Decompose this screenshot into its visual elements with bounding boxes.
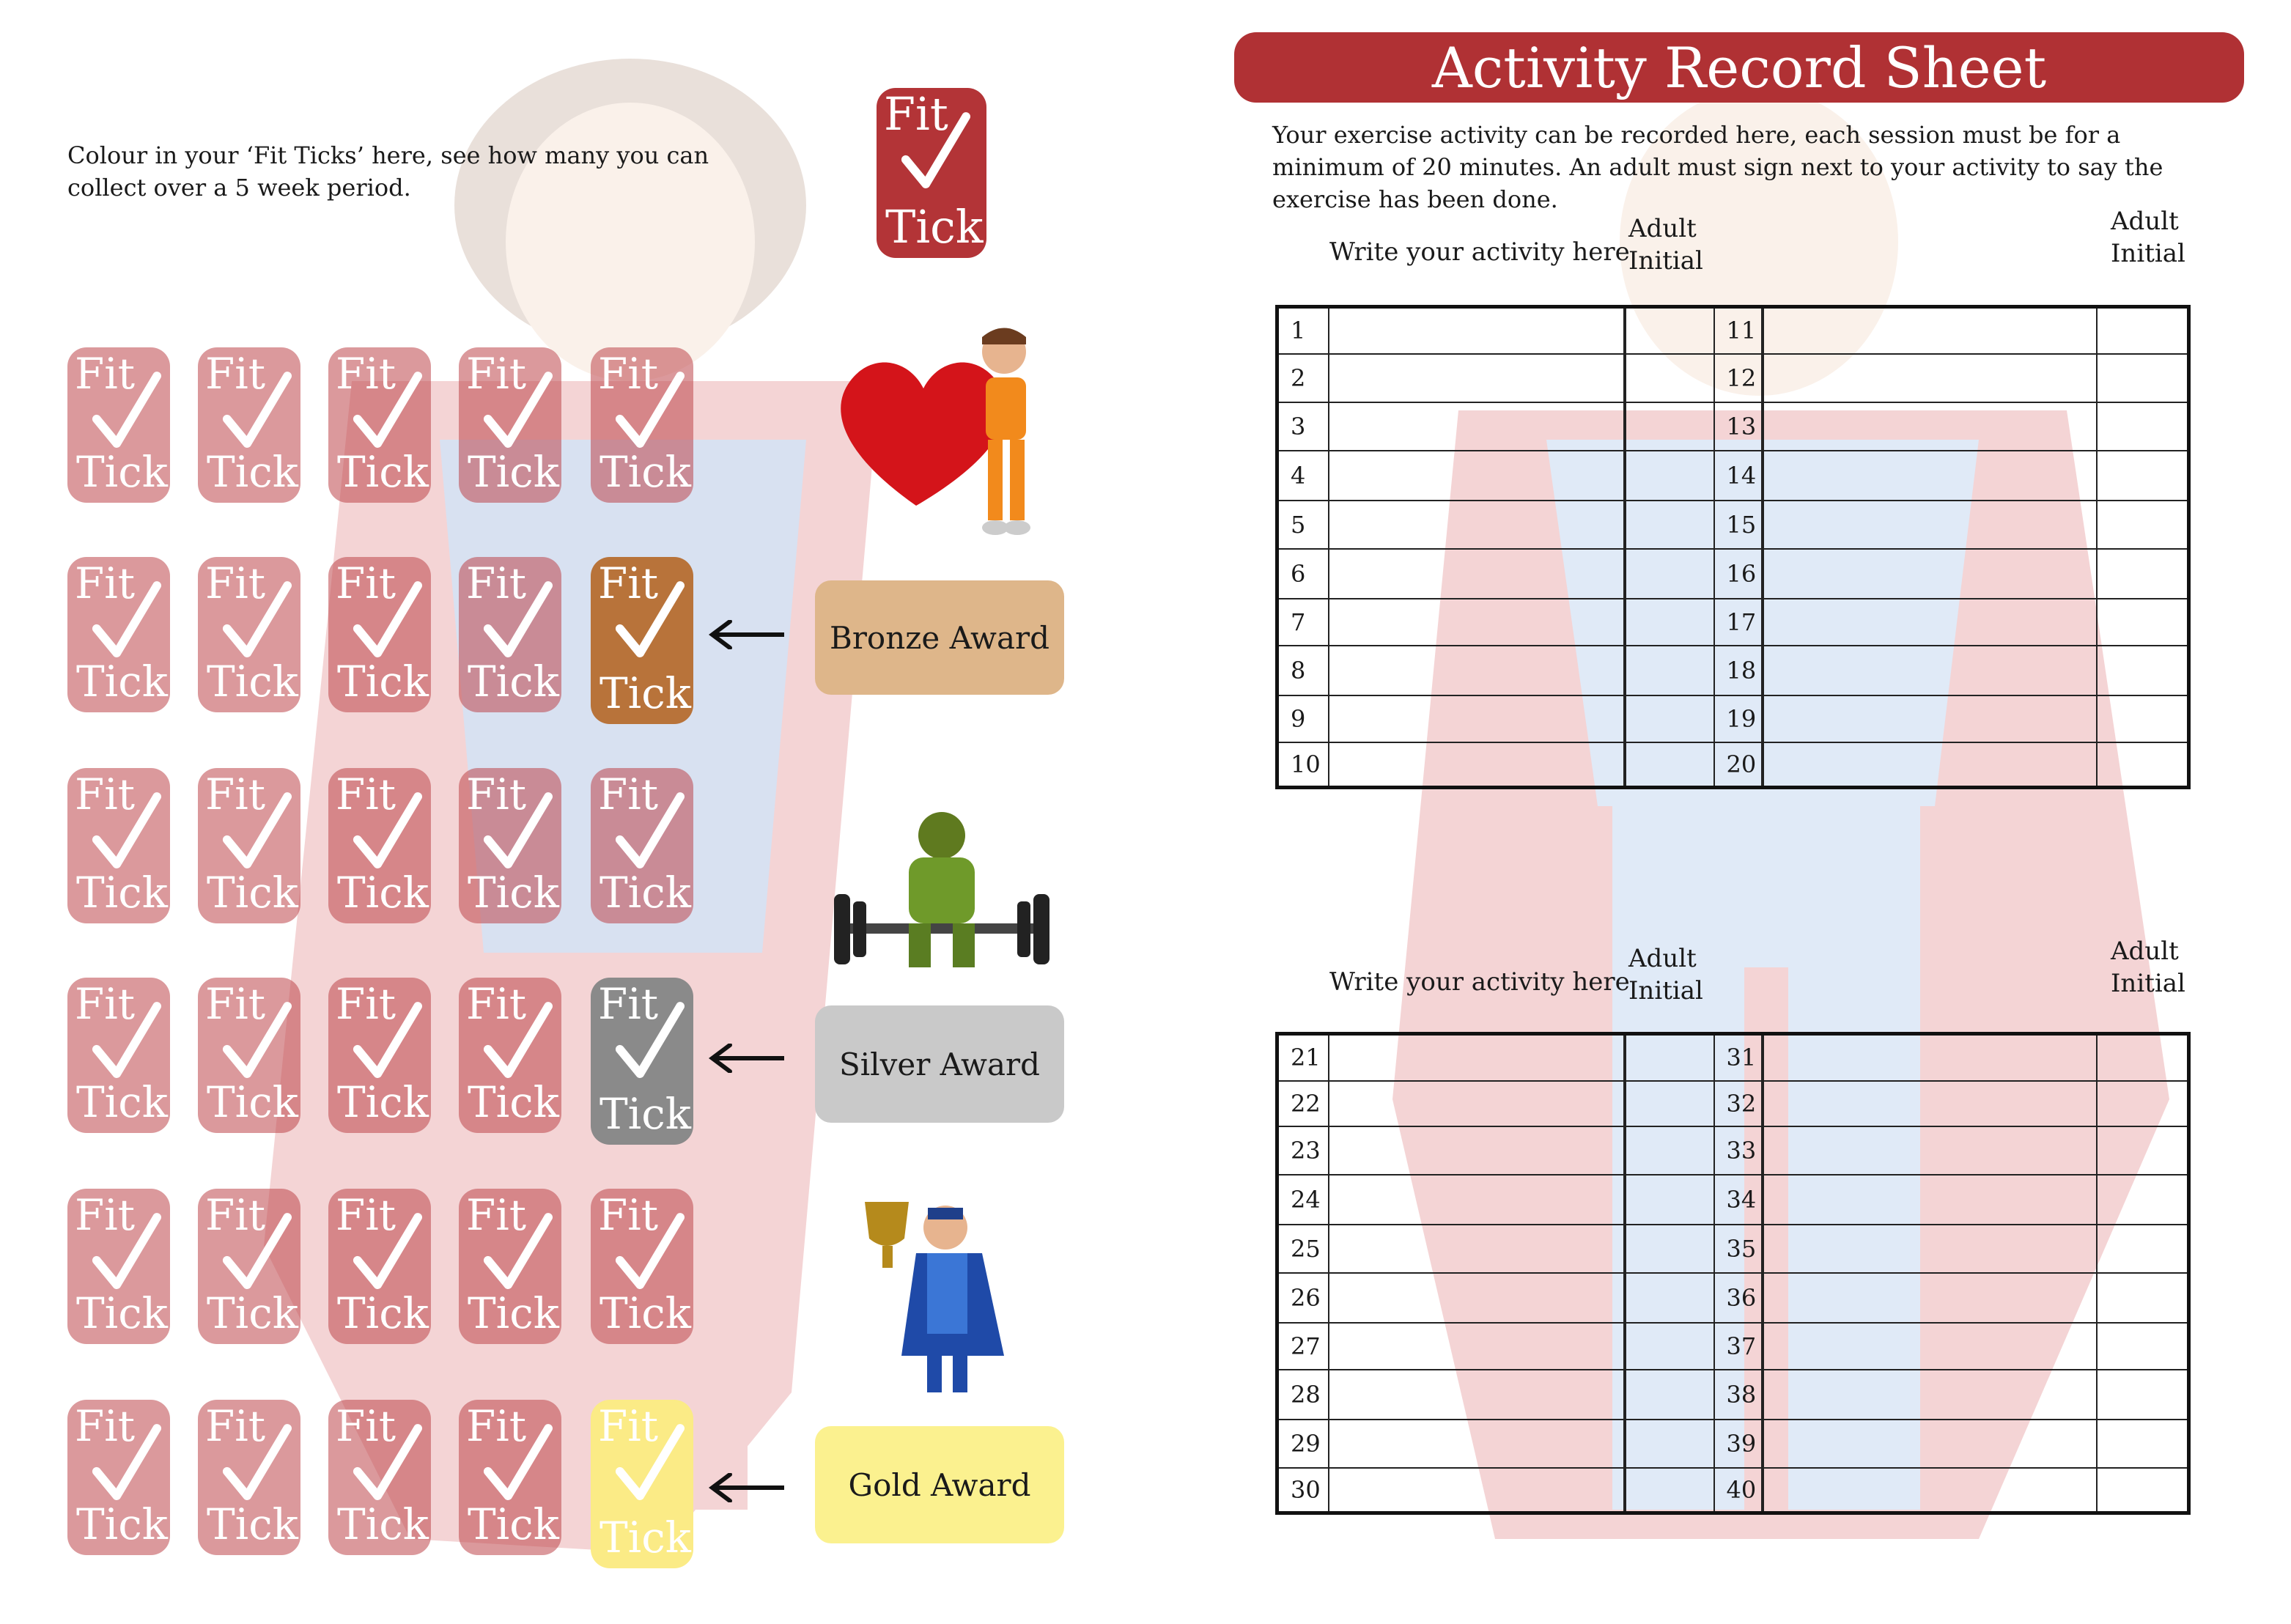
- check-icon: [899, 108, 970, 196]
- tile-tick-label: Tick: [207, 447, 298, 497]
- check-icon: [613, 998, 685, 1086]
- table-row: [1277, 695, 2189, 742]
- activity-cell[interactable]: [1763, 307, 2097, 354]
- activity-cell[interactable]: [1329, 1370, 1625, 1420]
- tile-tick-label: Tick: [600, 447, 691, 497]
- check-icon: [220, 577, 292, 665]
- tile-fit-label: Fit: [205, 1190, 266, 1240]
- check-icon: [350, 1209, 422, 1297]
- row-number: 29: [1277, 1420, 1329, 1468]
- adult-initial-cell[interactable]: [1625, 354, 1714, 402]
- fit-tick-tile[interactable]: [328, 1189, 431, 1344]
- tile-tick-label: Tick: [76, 868, 168, 918]
- check-icon: [481, 1420, 553, 1508]
- adult-initial-cell[interactable]: [2097, 501, 2189, 549]
- activity-table-2: [1275, 1032, 2191, 1515]
- row-number: 30: [1277, 1468, 1329, 1513]
- gold-arrow-icon: [708, 1473, 784, 1502]
- activity-cell[interactable]: [1763, 1175, 2097, 1225]
- instructions-text: Colour in your ‘Fit Ticks’ here, see how many you can collect over a 5 week period.: [67, 141, 709, 202]
- activity-cell[interactable]: [1763, 354, 2097, 402]
- check-icon: [613, 789, 685, 876]
- row-number: 1: [1277, 307, 1329, 354]
- activity-cell[interactable]: [1763, 1323, 2097, 1370]
- row-number: 5: [1277, 501, 1329, 549]
- activity-cell[interactable]: [1329, 1126, 1625, 1175]
- table-row: [1277, 501, 2189, 549]
- table-row: [1277, 549, 2189, 599]
- tile-fit-label: Fit: [598, 979, 659, 1029]
- tile-fit-label: Fit: [466, 769, 527, 819]
- tile-fit-label: Fit: [336, 769, 396, 819]
- adult-initial-header-2-right: Adult Initial: [2111, 937, 2185, 998]
- activity-cell[interactable]: [1763, 599, 2097, 646]
- activity-cell[interactable]: [1329, 695, 1625, 742]
- tile-fit-label: Fit: [466, 349, 527, 399]
- fit-tick-tile[interactable]: [591, 557, 693, 724]
- tile-fit-label: Fit: [75, 558, 136, 608]
- activity-cell[interactable]: [1329, 1420, 1625, 1468]
- tile-fit-label: Fit: [75, 1401, 136, 1451]
- adult-initial-header-right: Adult Initial: [2111, 207, 2185, 268]
- row-number: 7: [1277, 599, 1329, 646]
- row-number: 14: [1714, 451, 1763, 501]
- fit-tick-tile[interactable]: [198, 347, 300, 503]
- adult-initial-cell[interactable]: [1625, 646, 1714, 695]
- tile-fit-label: Fit: [336, 1401, 396, 1451]
- activity-cell[interactable]: [1329, 599, 1625, 646]
- table-row: [1277, 451, 2189, 501]
- row-number: 36: [1714, 1273, 1763, 1323]
- tile-tick-label: Tick: [207, 657, 298, 706]
- adult-initial-cell[interactable]: [2097, 549, 2189, 599]
- row-number: 38: [1714, 1370, 1763, 1420]
- check-icon: [89, 998, 161, 1086]
- table-row: [1277, 646, 2189, 695]
- adult-initial-cell[interactable]: [1625, 1323, 1714, 1370]
- activity-cell[interactable]: [1763, 646, 2097, 695]
- adult-initial-cell[interactable]: [1625, 402, 1714, 451]
- tile-tick-label: Tick: [468, 657, 559, 706]
- fit-tick-tile[interactable]: [591, 1189, 693, 1344]
- activity-cell[interactable]: [1329, 307, 1625, 354]
- activity-cell[interactable]: [1763, 742, 2097, 788]
- table-row: [1277, 1273, 2189, 1323]
- check-icon: [89, 1420, 161, 1508]
- check-icon: [481, 1209, 553, 1297]
- tile-fit-label: Fit: [75, 979, 136, 1029]
- check-icon: [481, 577, 553, 665]
- tile-tick-label: Tick: [337, 1499, 429, 1549]
- tile-fit-label: Fit: [598, 769, 659, 819]
- row-number: 31: [1714, 1034, 1763, 1081]
- tile-tick-label: Tick: [76, 1077, 168, 1127]
- adult-initial-cell[interactable]: [2097, 1081, 2189, 1126]
- tile-tick-label: Tick: [207, 1077, 298, 1127]
- bronze-award-box: Bronze Award: [815, 580, 1064, 695]
- tile-tick-label: Tick: [600, 1089, 691, 1139]
- row-number: 19: [1714, 695, 1763, 742]
- row-number: 32: [1714, 1081, 1763, 1126]
- adult-initial-cell[interactable]: [2097, 1126, 2189, 1175]
- activity-cell[interactable]: [1763, 402, 2097, 451]
- adult-initial-cell[interactable]: [1625, 307, 1714, 354]
- activity-cell[interactable]: [1329, 451, 1625, 501]
- row-number: 25: [1277, 1225, 1329, 1273]
- check-icon: [613, 577, 685, 665]
- check-icon: [613, 1209, 685, 1297]
- adult-initial-cell[interactable]: [1625, 549, 1714, 599]
- check-icon: [350, 998, 422, 1086]
- activity-cell[interactable]: [1329, 549, 1625, 599]
- row-number: 17: [1714, 599, 1763, 646]
- table-row: [1277, 1420, 2189, 1468]
- row-number: 12: [1714, 354, 1763, 402]
- activity-cell[interactable]: [1763, 451, 2097, 501]
- row-number: 8: [1277, 646, 1329, 695]
- tile-tick-label: Tick: [468, 1288, 559, 1338]
- tile-tick-label: Tick: [76, 1288, 168, 1338]
- badge-tick-label: Tick: [885, 200, 984, 254]
- table-row: [1277, 1126, 2189, 1175]
- fit-tick-tile[interactable]: [459, 768, 561, 923]
- trophy-hero-illustration: [857, 1195, 1019, 1400]
- fit-tick-tile[interactable]: [591, 347, 693, 503]
- row-number: 40: [1714, 1468, 1763, 1513]
- check-icon: [613, 368, 685, 456]
- row-number: 24: [1277, 1175, 1329, 1225]
- tile-fit-label: Fit: [466, 558, 527, 608]
- tile-fit-label: Fit: [75, 349, 136, 399]
- activity-cell[interactable]: [1763, 1370, 2097, 1420]
- adult-initial-cell[interactable]: [1625, 1468, 1714, 1513]
- adult-initial-cell[interactable]: [1625, 501, 1714, 549]
- tile-fit-label: Fit: [205, 558, 266, 608]
- check-icon: [350, 789, 422, 876]
- check-icon: [89, 577, 161, 665]
- adult-initial-cell[interactable]: [2097, 1273, 2189, 1323]
- tile-tick-label: Tick: [207, 1288, 298, 1338]
- adult-initial-cell[interactable]: [2097, 742, 2189, 788]
- tile-tick-label: Tick: [468, 1499, 559, 1549]
- tile-fit-label: Fit: [598, 1190, 659, 1240]
- adult-initial-cell[interactable]: [1625, 1126, 1714, 1175]
- fit-tick-tile[interactable]: [67, 768, 170, 923]
- adult-initial-cell[interactable]: [2097, 695, 2189, 742]
- activity-cell[interactable]: [1329, 1273, 1625, 1323]
- row-number: 10: [1277, 742, 1329, 788]
- adult-initial-cell[interactable]: [1625, 1370, 1714, 1420]
- adult-initial-cell[interactable]: [1625, 1225, 1714, 1273]
- activity-cell[interactable]: [1763, 1126, 2097, 1175]
- adult-initial-cell[interactable]: [2097, 1175, 2189, 1225]
- activity-cell[interactable]: [1763, 501, 2097, 549]
- tile-tick-label: Tick: [600, 1288, 691, 1338]
- adult-initial-cell[interactable]: [2097, 1225, 2189, 1273]
- check-icon: [481, 368, 553, 456]
- silver-award-box: Silver Award: [815, 1005, 1064, 1123]
- tile-fit-label: Fit: [466, 1401, 527, 1451]
- fit-tick-tile[interactable]: [328, 557, 431, 712]
- gold-award-box: Gold Award: [815, 1426, 1064, 1543]
- activity-cell[interactable]: [1763, 695, 2097, 742]
- adult-initial-cell[interactable]: [1625, 1420, 1714, 1468]
- tile-tick-label: Tick: [337, 868, 429, 918]
- table-row: [1277, 1081, 2189, 1126]
- tile-fit-label: Fit: [336, 979, 396, 1029]
- check-icon: [613, 1420, 685, 1508]
- check-icon: [220, 368, 292, 456]
- activity-table-1: [1275, 305, 2191, 789]
- tile-tick-label: Tick: [76, 1499, 168, 1549]
- adult-initial-cell[interactable]: [2097, 646, 2189, 695]
- check-icon: [220, 998, 292, 1086]
- row-number: 26: [1277, 1273, 1329, 1323]
- row-number: 37: [1714, 1323, 1763, 1370]
- fit-tick-tile[interactable]: [459, 557, 561, 712]
- activity-cell[interactable]: [1329, 501, 1625, 549]
- tile-fit-label: Fit: [466, 1190, 527, 1240]
- row-number: 3: [1277, 402, 1329, 451]
- check-icon: [220, 789, 292, 876]
- fit-tick-tile[interactable]: [198, 1400, 300, 1555]
- activity-cell[interactable]: [1329, 402, 1625, 451]
- adult-initial-header: Adult Initial: [1628, 214, 1703, 276]
- tile-tick-label: Tick: [600, 1513, 691, 1562]
- activity-cell[interactable]: [1329, 1323, 1625, 1370]
- row-number: 16: [1714, 549, 1763, 599]
- activity-cell[interactable]: [1763, 1225, 2097, 1273]
- intro-text: Your exercise activity can be recorded here, each session must be for a minimum of 20 minutes. An adult must sign next to your activity to say the exercise has been done.: [1272, 121, 2163, 213]
- tile-tick-label: Tick: [337, 1288, 429, 1338]
- fit-tick-tile[interactable]: [67, 978, 170, 1133]
- tile-tick-label: Tick: [468, 1077, 559, 1127]
- bronze-arrow-icon: [708, 620, 784, 649]
- activity-header: Write your activity here: [1329, 237, 1630, 267]
- tile-fit-label: Fit: [336, 1190, 396, 1240]
- table-row: [1277, 1370, 2189, 1420]
- row-number: 22: [1277, 1081, 1329, 1126]
- fit-tick-tile[interactable]: [67, 347, 170, 503]
- adult-initial-cell[interactable]: [2097, 1370, 2189, 1420]
- tile-fit-label: Fit: [205, 979, 266, 1029]
- tile-tick-label: Tick: [468, 868, 559, 918]
- table-row: [1277, 1323, 2189, 1370]
- tile-fit-label: Fit: [598, 349, 659, 399]
- heart-hero-illustration: [828, 322, 1041, 557]
- check-icon: [481, 998, 553, 1086]
- table-row: [1277, 402, 2189, 451]
- table-row: [1277, 1468, 2189, 1513]
- tile-tick-label: Tick: [76, 447, 168, 497]
- adult-initial-cell[interactable]: [2097, 599, 2189, 646]
- fit-tick-tile[interactable]: [459, 1400, 561, 1555]
- row-number: 21: [1277, 1034, 1329, 1081]
- tile-fit-label: Fit: [598, 558, 659, 608]
- fit-tick-tile[interactable]: [459, 1189, 561, 1344]
- fit-tick-tile[interactable]: [459, 347, 561, 503]
- adult-initial-header-2: Adult Initial: [1628, 944, 1703, 1005]
- table-row: [1277, 742, 2189, 788]
- fit-tick-tile[interactable]: [198, 768, 300, 923]
- fit-tick-tile[interactable]: [328, 768, 431, 923]
- fit-tick-tile[interactable]: [67, 1400, 170, 1555]
- tile-fit-label: Fit: [205, 1401, 266, 1451]
- table-row: [1277, 599, 2189, 646]
- tile-tick-label: Tick: [207, 1499, 298, 1549]
- badge-fit-label: Fit: [884, 87, 948, 141]
- adult-initial-cell[interactable]: [2097, 1468, 2189, 1513]
- check-icon: [220, 1420, 292, 1508]
- row-number: 13: [1714, 402, 1763, 451]
- fit-tick-tile[interactable]: [198, 557, 300, 712]
- row-number: 34: [1714, 1175, 1763, 1225]
- fit-tick-tile[interactable]: [328, 347, 431, 503]
- tile-fit-label: Fit: [598, 1401, 659, 1451]
- adult-initial-cell[interactable]: [2097, 354, 2189, 402]
- tile-tick-label: Tick: [76, 657, 168, 706]
- row-number: 2: [1277, 354, 1329, 402]
- row-number: 33: [1714, 1126, 1763, 1175]
- activity-cell[interactable]: [1763, 1081, 2097, 1126]
- activity-cell[interactable]: [1763, 1468, 2097, 1513]
- tile-fit-label: Fit: [75, 769, 136, 819]
- activity-header-2: Write your activity here: [1329, 967, 1630, 997]
- activity-cell[interactable]: [1329, 1034, 1625, 1081]
- activity-cell[interactable]: [1329, 742, 1625, 788]
- table-row: [1277, 354, 2189, 402]
- adult-initial-cell[interactable]: [1625, 1081, 1714, 1126]
- tile-tick-label: Tick: [207, 868, 298, 918]
- adult-initial-cell[interactable]: [1625, 1175, 1714, 1225]
- activity-cell[interactable]: [1763, 1273, 2097, 1323]
- tile-fit-label: Fit: [336, 349, 396, 399]
- adult-initial-cell[interactable]: [1625, 742, 1714, 788]
- activity-cell[interactable]: [1763, 1420, 2097, 1468]
- silver-arrow-icon: [708, 1044, 784, 1073]
- activity-cell[interactable]: [1329, 1225, 1625, 1273]
- tile-fit-label: Fit: [205, 769, 266, 819]
- tile-tick-label: Tick: [337, 657, 429, 706]
- row-number: 39: [1714, 1420, 1763, 1468]
- row-number: 6: [1277, 549, 1329, 599]
- row-number: 23: [1277, 1126, 1329, 1175]
- fit-tick-badge: [877, 88, 986, 258]
- check-icon: [89, 789, 161, 876]
- check-icon: [220, 1209, 292, 1297]
- activity-cell[interactable]: [1763, 549, 2097, 599]
- activity-cell[interactable]: [1329, 1175, 1625, 1225]
- adult-initial-cell[interactable]: [1625, 1034, 1714, 1081]
- adult-initial-cell[interactable]: [1625, 599, 1714, 646]
- tile-tick-label: Tick: [337, 1077, 429, 1127]
- tile-tick-label: Tick: [468, 447, 559, 497]
- fit-tick-tile[interactable]: [198, 1189, 300, 1344]
- tile-fit-label: Fit: [336, 558, 396, 608]
- fit-tick-tile[interactable]: [198, 978, 300, 1133]
- tile-tick-label: Tick: [600, 668, 691, 718]
- fit-tick-tile[interactable]: [67, 1189, 170, 1344]
- check-icon: [350, 577, 422, 665]
- adult-initial-cell[interactable]: [1625, 451, 1714, 501]
- adult-initial-cell[interactable]: [2097, 307, 2189, 354]
- table-row: [1277, 1225, 2189, 1273]
- adult-initial-cell[interactable]: [2097, 1420, 2189, 1468]
- tile-tick-label: Tick: [600, 868, 691, 918]
- tile-tick-label: Tick: [337, 447, 429, 497]
- adult-initial-cell[interactable]: [2097, 1323, 2189, 1370]
- check-icon: [89, 368, 161, 456]
- activity-cell[interactable]: [1763, 1034, 2097, 1081]
- fit-tick-tile[interactable]: [328, 1400, 431, 1555]
- row-number: 4: [1277, 451, 1329, 501]
- tile-fit-label: Fit: [205, 349, 266, 399]
- page-title: Activity Record Sheet: [1234, 32, 2244, 103]
- adult-initial-cell[interactable]: [2097, 402, 2189, 451]
- table-row: [1277, 307, 2189, 354]
- row-number: 15: [1714, 501, 1763, 549]
- adult-initial-cell[interactable]: [1625, 1273, 1714, 1323]
- fit-tick-tile[interactable]: [591, 1400, 693, 1568]
- fit-tick-tile[interactable]: [67, 557, 170, 712]
- fit-tick-tile[interactable]: [591, 768, 693, 923]
- adult-initial-cell[interactable]: [2097, 451, 2189, 501]
- row-number: 35: [1714, 1225, 1763, 1273]
- activity-cell[interactable]: [1329, 646, 1625, 695]
- row-number: 20: [1714, 742, 1763, 788]
- adult-initial-cell[interactable]: [1625, 695, 1714, 742]
- activity-cell[interactable]: [1329, 1081, 1625, 1126]
- check-icon: [350, 1420, 422, 1508]
- check-icon: [350, 368, 422, 456]
- tile-fit-label: Fit: [466, 979, 527, 1029]
- fit-tick-tile[interactable]: [328, 978, 431, 1133]
- check-icon: [89, 1209, 161, 1297]
- row-number: 18: [1714, 646, 1763, 695]
- row-number: 9: [1277, 695, 1329, 742]
- tile-fit-label: Fit: [75, 1190, 136, 1240]
- fit-tick-tile[interactable]: [459, 978, 561, 1133]
- weightlifter-hero-illustration: [828, 806, 1055, 975]
- row-number: 27: [1277, 1323, 1329, 1370]
- table-row: [1277, 1034, 2189, 1081]
- adult-initial-cell[interactable]: [2097, 1034, 2189, 1081]
- activity-cell[interactable]: [1329, 1468, 1625, 1513]
- activity-cell[interactable]: [1329, 354, 1625, 402]
- check-icon: [481, 789, 553, 876]
- row-number: 11: [1714, 307, 1763, 354]
- table-row: [1277, 1175, 2189, 1225]
- fit-tick-tile[interactable]: [591, 978, 693, 1145]
- row-number: 28: [1277, 1370, 1329, 1420]
